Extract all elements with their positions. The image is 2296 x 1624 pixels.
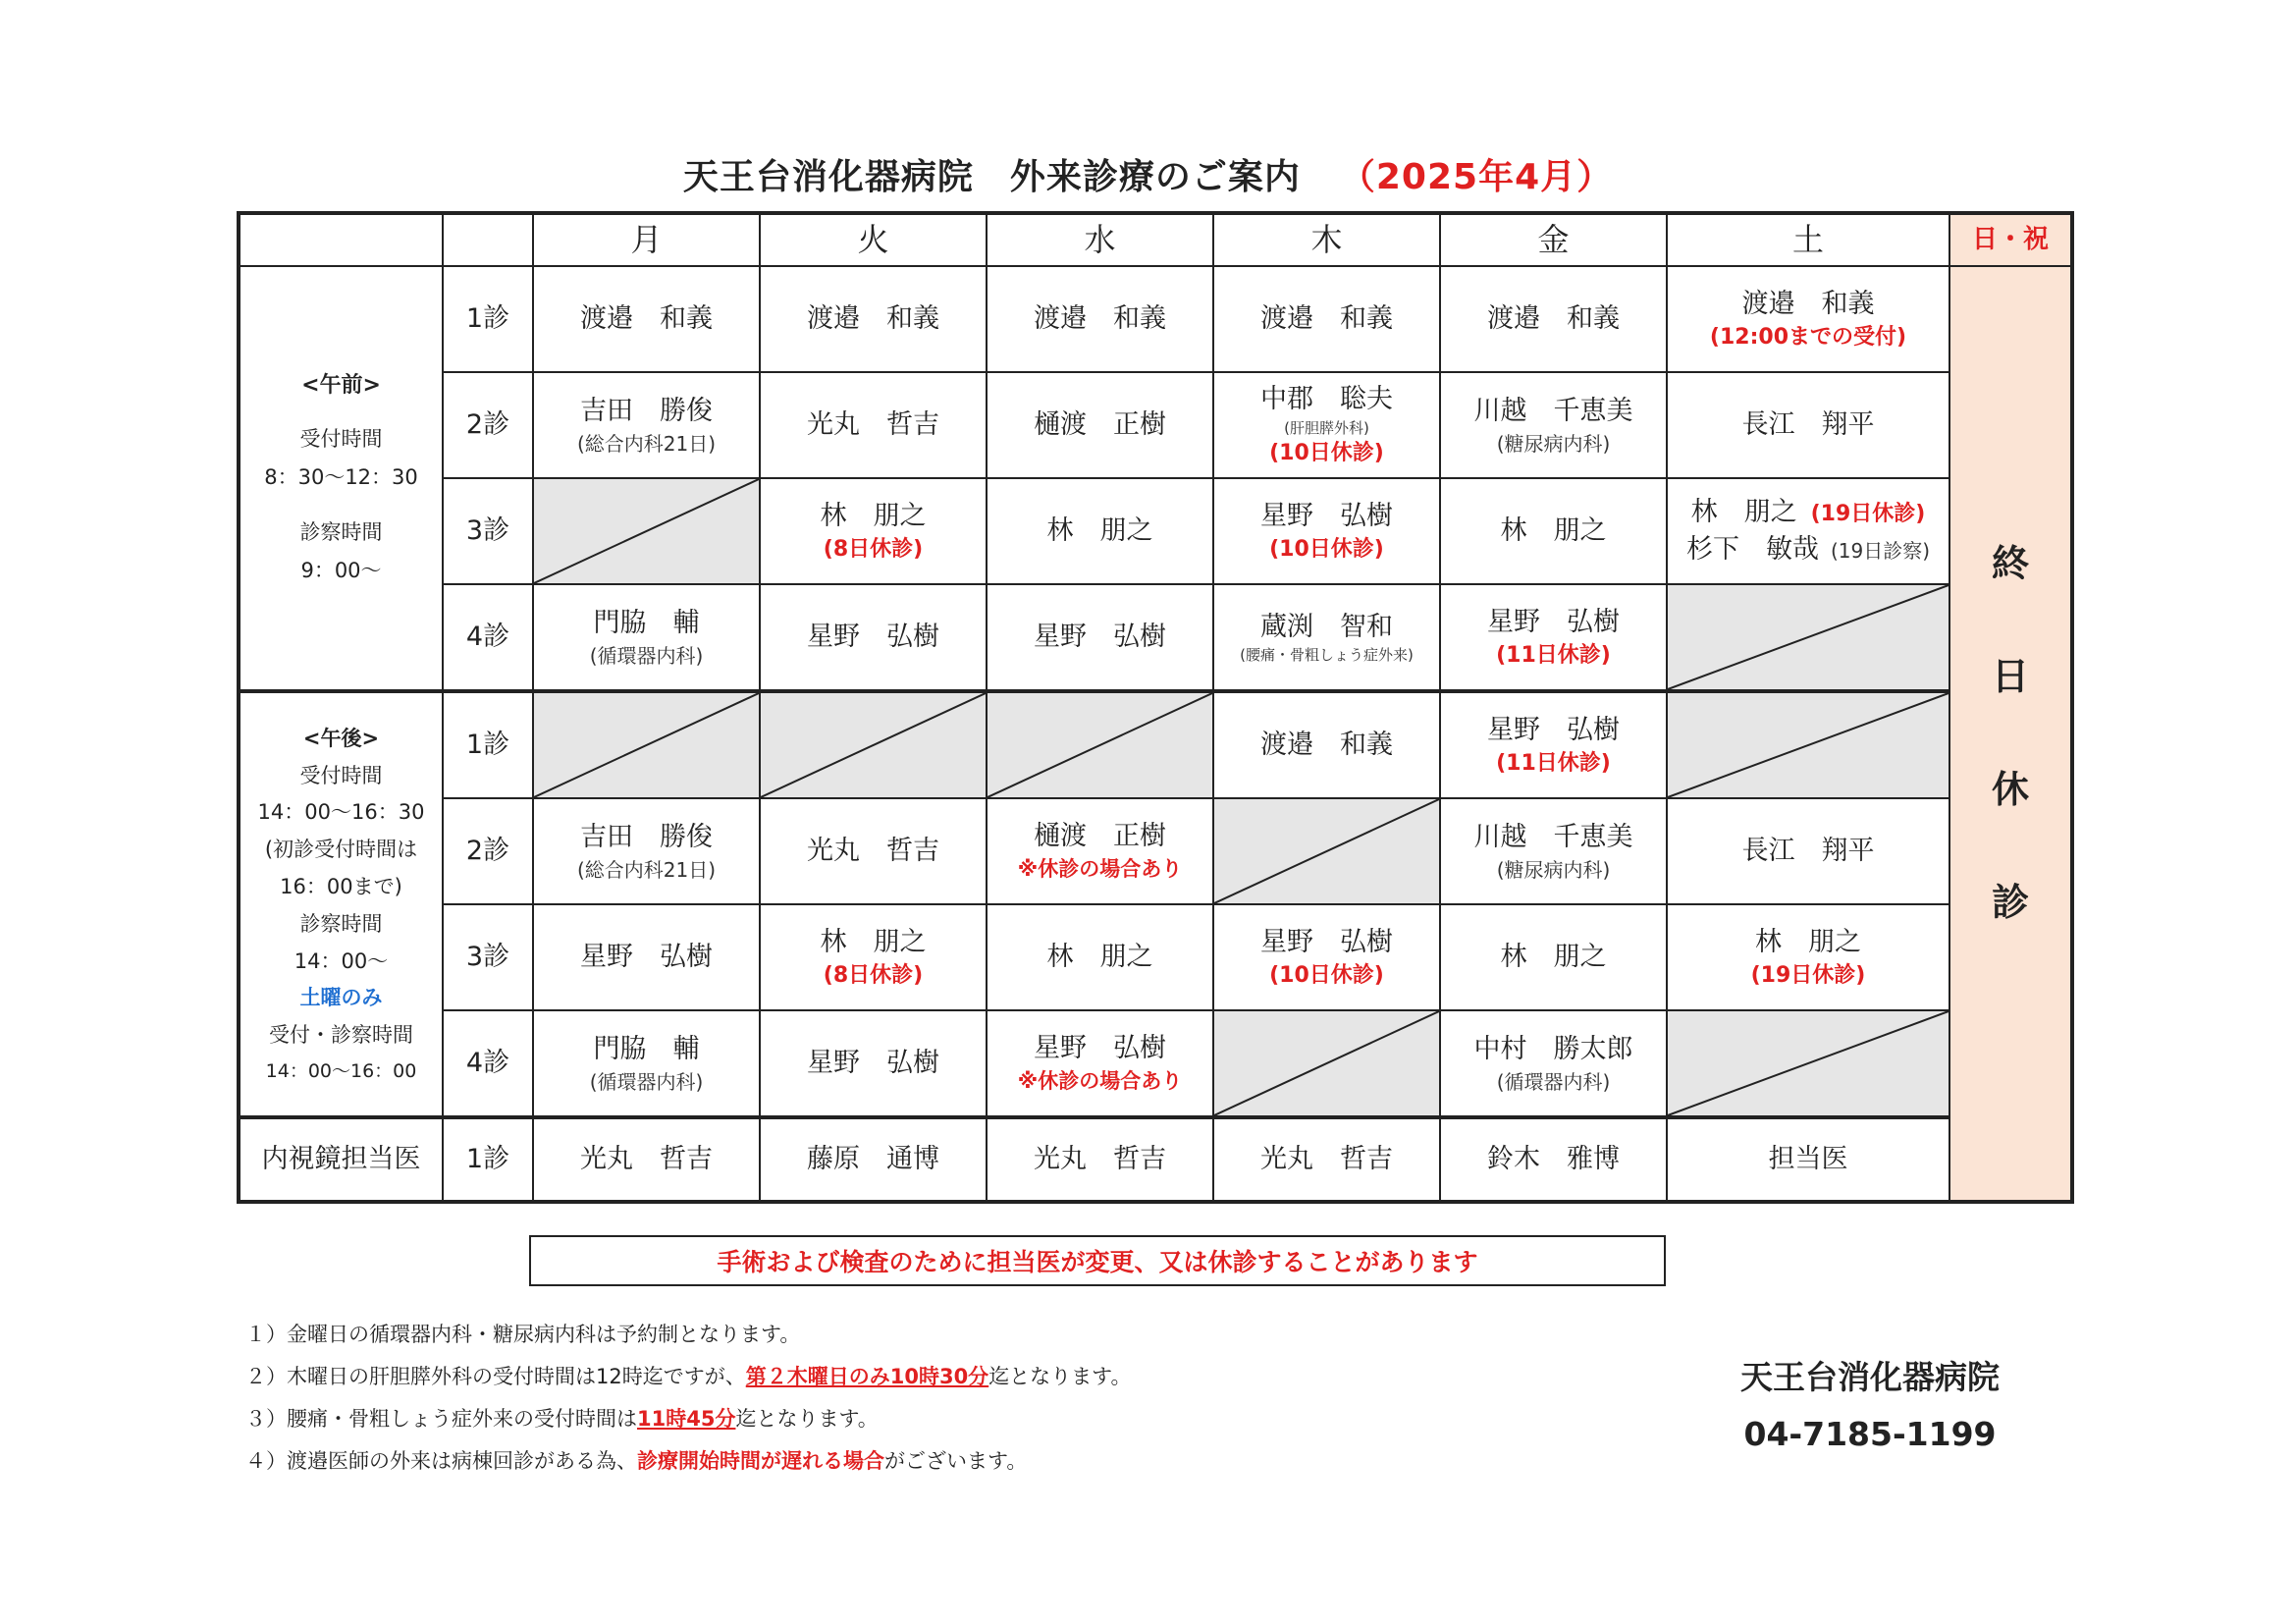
closure-note: (11日休診): [1496, 750, 1611, 776]
doctor-name: 渡邉 和義: [1487, 303, 1620, 335]
doctor-line: [1214, 727, 1439, 764]
note-1: [245, 1314, 1132, 1356]
schedule-cell-sat: [1667, 798, 1949, 904]
endoscopy-cell-tue: [760, 1117, 987, 1202]
closure-warning: ※休診の場合あり: [1017, 857, 1183, 882]
schedule-cell-mon: [533, 372, 760, 478]
schedule-cell-fri: [1440, 1010, 1667, 1117]
slot-label: 2診: [443, 372, 533, 478]
doctor-line: [1668, 833, 1949, 870]
doctor-line: [534, 939, 759, 976]
day-header-wed: 水: [987, 213, 1213, 266]
doctor-name: 星野 弘樹: [580, 942, 713, 973]
department-note: (総合内科21日): [576, 431, 717, 456]
day-header-tue: 火: [760, 213, 987, 266]
schedule-cell-tue: [760, 478, 987, 584]
doctor-line: [761, 498, 986, 535]
schedule-cell-mon: [533, 691, 760, 798]
am-hours-line: 8：30～12：30: [264, 464, 418, 489]
schedule-cell-mon: [533, 478, 760, 584]
slot-label: 2診: [443, 798, 533, 904]
schedule-cell-fri: [1440, 904, 1667, 1010]
note-4-tail: がございます。: [884, 1449, 1028, 1473]
department-note: (腰痛・骨粗しょう症外来): [1240, 646, 1414, 665]
closure-note: (10日休診): [1269, 536, 1384, 562]
doctor-line: [761, 406, 986, 444]
doctor-line: [761, 300, 986, 338]
doctor-name: 渡邉 和義: [1034, 303, 1166, 335]
doctor-line: [1441, 712, 1666, 749]
holiday-closed-char: 休: [1991, 768, 2029, 811]
slot-label: 3診: [443, 478, 533, 584]
closed-slash-icon: [1214, 1011, 1439, 1115]
schedule-cell-wed: [987, 798, 1213, 904]
am-row-2: [239, 372, 2072, 478]
closed-slash-icon: [1668, 585, 1949, 689]
pm-period-cell: [239, 691, 443, 1117]
endoscopy-cell-thu: [1213, 1117, 1440, 1202]
doctor-name: 渡邉 和義: [1741, 288, 1875, 319]
pm-hours-line: 14：00～: [294, 948, 389, 973]
doctor-name: 中郡 聡夫: [1260, 384, 1393, 415]
doctor-name: 光丸 哲吉: [807, 409, 939, 441]
endoscopy-row: [239, 1117, 2072, 1202]
visit-note: (19日診察): [1830, 539, 1931, 563]
slot-label: 1診: [443, 691, 533, 798]
schedule-cell-thu: [1213, 904, 1440, 1010]
note-4-text: ４）渡邉医師の外来は病棟回診がある為、: [245, 1449, 637, 1473]
schedule-cell-tue: [760, 372, 987, 478]
hospital-name: 天王台消化器病院: [1740, 1358, 2000, 1396]
header-blank: [239, 213, 443, 266]
closure-note: (19日休診): [1750, 962, 1866, 988]
doctor-name: 林 朋之: [820, 500, 927, 531]
note-2-highlight: 第２木曜日のみ10時30分: [745, 1365, 989, 1388]
doctor-line: [988, 1141, 1212, 1178]
doctor-line: [1441, 513, 1666, 550]
endoscopy-cell-mon: [533, 1117, 760, 1202]
doctor-line: [1668, 286, 1949, 323]
schedule-cell-tue: [760, 1010, 987, 1117]
department-note: (循環器内科): [589, 643, 704, 668]
doctor-line: [988, 300, 1212, 338]
doctor-line: [534, 819, 759, 856]
note-2-tail: 迄となります。: [988, 1365, 1132, 1388]
am-heading: <午前>: [301, 372, 381, 398]
am-hours: [240, 366, 442, 590]
note-1-text: １）金曜日の循環器内科・糖尿病内科は予約制となります。: [245, 1323, 801, 1346]
doctor-line: [1441, 1031, 1666, 1068]
doctor-line: [988, 619, 1212, 656]
doctor-line: [534, 300, 759, 338]
am-row-1: [239, 266, 2072, 372]
doctor-name: 星野 弘樹: [807, 622, 939, 653]
schedule-cell-sat: [1667, 372, 1949, 478]
doctor-name: 星野 弘樹: [1487, 714, 1620, 745]
schedule-cell-fri: [1440, 584, 1667, 691]
am-row-3: [239, 478, 2072, 584]
doctor-line: [761, 1045, 986, 1082]
slot-label: 1診: [443, 1117, 533, 1202]
schedule-cell-sat: [1667, 904, 1949, 1010]
doctor-line: [1668, 406, 1949, 444]
doctor-name: 星野 弘樹: [1034, 622, 1166, 653]
title-main: 天王台消化器病院 外来診療のご案内: [682, 157, 1301, 197]
closure-warning: ※休診の場合あり: [1017, 1069, 1183, 1094]
closure-note: (10日休診): [1269, 441, 1384, 465]
closure-note: (8日休診): [823, 536, 924, 562]
schedule-cell-thu: [1213, 798, 1440, 904]
doctor-line: [988, 1030, 1212, 1067]
doctor-name: 渡邉 和義: [1260, 730, 1393, 761]
doctor-line: [1214, 609, 1439, 646]
schedule-cell-wed: [987, 372, 1213, 478]
schedule-cell-tue: [760, 266, 987, 372]
title-month: （2025年4月）: [1339, 157, 1614, 197]
schedule-cell-thu: [1213, 691, 1440, 798]
doctor-name: 樋渡 正樹: [1034, 821, 1166, 852]
schedule-cell-fri: [1440, 266, 1667, 372]
doctor-name: 担当医: [1768, 1144, 1848, 1175]
doctor-line: [988, 513, 1212, 550]
pm-hours-line: 受付時間: [299, 763, 383, 787]
doctor-name: 林 朋之: [1755, 926, 1861, 957]
schedule-cell-wed: [987, 691, 1213, 798]
holiday-closed-char: 日: [1991, 654, 2029, 698]
doctor-name: 星野 弘樹: [1260, 926, 1393, 957]
doctor-name: 川越 千恵美: [1473, 396, 1633, 427]
closure-note: (19日休診): [1810, 502, 1926, 527]
doctor-name: 林 朋之: [1046, 942, 1153, 973]
endoscopy-label: 内視鏡担当医: [239, 1117, 443, 1202]
department-note: (循環器内科): [1496, 1069, 1611, 1094]
doctor-line: [1668, 1141, 1949, 1178]
day-header-fri: 金: [1440, 213, 1667, 266]
closed-slash-icon: [534, 479, 759, 583]
closure-note: (12:00までの受付): [1709, 324, 1907, 350]
doctor-name: 渡邉 和義: [580, 303, 713, 335]
closed-slash-icon: [761, 693, 986, 797]
doctor-name: 星野 弘樹: [1034, 1033, 1166, 1064]
schedule-cell-wed: [987, 266, 1213, 372]
note-3-tail: 迄となります。: [735, 1407, 879, 1431]
slot-label: 4診: [443, 584, 533, 691]
pm-hours: [240, 721, 442, 1088]
day-header-sat: 土: [1667, 213, 1949, 266]
am-hours-line: 診察時間: [299, 520, 383, 545]
doctor-name: 光丸 哲吉: [580, 1144, 713, 1175]
pm-hours-line: 14：00～16：00: [265, 1059, 417, 1082]
doctor-line: [1214, 1141, 1439, 1178]
schedule-table: [237, 211, 2074, 1204]
doctor-line: [988, 939, 1212, 976]
doctor-line: [761, 833, 986, 870]
pm-hours-line: 14：00～16：30: [257, 800, 425, 825]
doctor-line: [1441, 939, 1666, 976]
doctor-name: 光丸 哲吉: [1034, 1144, 1166, 1175]
doctor-name: 渡邉 和義: [807, 303, 939, 335]
department-note: (循環器内科): [589, 1069, 704, 1094]
schedule-cell-tue: [760, 584, 987, 691]
closed-slash-icon: [988, 693, 1212, 797]
schedule-cell-sat: [1667, 266, 1949, 372]
am-row-4: [239, 584, 2072, 691]
department-note: (糖尿病内科): [1496, 857, 1611, 882]
endoscopy-cell-sat: [1667, 1117, 1949, 1202]
schedule-cell-mon: [533, 1010, 760, 1117]
slot-label: 3診: [443, 904, 533, 1010]
saturday-only-label: 土曜のみ: [299, 986, 383, 1010]
note-3-highlight: 11時45分: [637, 1407, 736, 1431]
schedule-cell-mon: [533, 584, 760, 691]
doctor-line: [1214, 300, 1439, 338]
doctor-name: 藤原 通博: [807, 1144, 939, 1175]
schedule-cell-fri: [1440, 478, 1667, 584]
schedule-cell-wed: [987, 584, 1213, 691]
note-2-text: ２）木曜日の肝胆膵外科の受付時間は12時迄ですが、: [245, 1365, 746, 1388]
pm-row-2: [239, 798, 2072, 904]
doctor-line: [761, 924, 986, 961]
doctor-name: 門脇 輔: [593, 608, 700, 639]
doctor-line: [534, 393, 759, 430]
pm-row-4: [239, 1010, 2072, 1117]
doctor-line: [1668, 924, 1949, 961]
schedule-cell-fri: [1440, 798, 1667, 904]
schedule-cell-sat: [1667, 584, 1949, 691]
doctor-line: [534, 1141, 759, 1178]
pm-hours-line: 受付・診察時間: [269, 1023, 413, 1048]
department-note: (総合内科21日): [576, 857, 717, 882]
doctor-line: [534, 605, 759, 642]
hospital-phone[interactable]: 04-7185-1199: [1743, 1415, 1997, 1453]
doctor-line: [1441, 819, 1666, 856]
closed-slash-icon: [1668, 1011, 1949, 1115]
doctor-name: 林 朋之: [1500, 515, 1607, 547]
doctor-name: 林 朋之: [820, 926, 927, 957]
schedule-cell-thu: [1213, 266, 1440, 372]
note-3-text: ３）腰痛・骨粗しょう症外来の受付時間は: [245, 1407, 637, 1431]
holiday-closed-char: 診: [1991, 881, 2029, 925]
am-hours-line: 受付時間: [299, 426, 383, 451]
closed-slash-icon: [1668, 693, 1949, 797]
department-note: (肝胆膵外科): [1284, 419, 1369, 437]
schedule-cell-mon: [533, 798, 760, 904]
change-notice: 手術および検査のために担当医が変更、又は休診することがあります: [529, 1235, 1666, 1286]
schedule-cell-wed: [987, 904, 1213, 1010]
doctor-name: 中村 勝太郎: [1473, 1034, 1633, 1065]
schedule-cell-thu: [1213, 372, 1440, 478]
doctor-name: 長江 翔平: [1741, 836, 1875, 867]
schedule-cell-fri: [1440, 691, 1667, 798]
holiday-closed-cell: [1949, 266, 2072, 1202]
closure-note: (11日休診): [1496, 642, 1611, 668]
schedule-cell-thu: [1213, 1010, 1440, 1117]
doctor-line: [1214, 924, 1439, 961]
schedule-cell-tue: [760, 798, 987, 904]
schedule-cell-wed: [987, 1010, 1213, 1117]
note-4: [245, 1440, 1132, 1483]
schedule-cell-wed: [987, 478, 1213, 584]
doctor-name: 樋渡 正樹: [1034, 409, 1166, 441]
doctor-name: 鈴木 雅博: [1487, 1144, 1620, 1175]
department-note: (糖尿病内科): [1496, 431, 1611, 456]
doctor-name: 星野 弘樹: [1260, 500, 1393, 531]
doctor-name: 星野 弘樹: [807, 1048, 939, 1079]
pm-hours-line: 16：00まで): [280, 875, 402, 898]
doctor-line: [1214, 381, 1439, 418]
header-slot-blank: [443, 213, 533, 266]
doctor-line: [1668, 494, 1949, 531]
pm-hours-line: (初診受付時間は: [264, 838, 418, 862]
pm-heading: <午後>: [302, 726, 380, 750]
doctor-line: [1441, 1141, 1666, 1178]
doctor-name: 光丸 哲吉: [807, 836, 939, 867]
closed-slash-icon: [534, 693, 759, 797]
doctor-name: 林 朋之: [1500, 942, 1607, 973]
endoscopy-cell-wed: [987, 1117, 1213, 1202]
page-title: [0, 149, 2296, 199]
doctor-line: [1441, 604, 1666, 641]
notes-list: [245, 1314, 1132, 1483]
doctor-name: 渡邉 和義: [1260, 303, 1393, 335]
closure-note: (8日休診): [823, 962, 924, 988]
doctor-line: [761, 1141, 986, 1178]
closed-slash-icon: [1214, 799, 1439, 903]
doctor-name: 光丸 哲吉: [1260, 1144, 1393, 1175]
schedule-cell-fri: [1440, 372, 1667, 478]
doctor-name: 吉田 勝俊: [580, 396, 713, 427]
doctor-name-2: 杉下 敏哉: [1685, 534, 1819, 565]
doctor-line: [988, 818, 1212, 855]
schedule-cell-mon: [533, 266, 760, 372]
schedule-cell-mon: [533, 904, 760, 1010]
am-period-cell: [239, 266, 443, 691]
closure-note: (10日休診): [1269, 962, 1384, 988]
doctor-line-2: [1668, 531, 1949, 568]
doctor-name: 吉田 勝俊: [580, 822, 713, 853]
day-header-holiday: 日・祝: [1949, 213, 2072, 266]
schedule-cell-sat: [1667, 691, 1949, 798]
schedule-cell-sat: [1667, 1010, 1949, 1117]
schedule-cell-thu: [1213, 584, 1440, 691]
am-hours-line: [240, 496, 442, 514]
pm-row-1: [239, 691, 2072, 798]
hospital-info: [1669, 1349, 2071, 1463]
doctor-line: [534, 1031, 759, 1068]
day-header-thu: 木: [1213, 213, 1440, 266]
pm-hours-line: 診察時間: [299, 911, 383, 936]
note-4-highlight: 診療開始時間が遅れる場合: [637, 1449, 884, 1473]
note-3: [245, 1398, 1132, 1440]
doctor-name: 門脇 輔: [593, 1034, 700, 1065]
slot-label: 1診: [443, 266, 533, 372]
doctor-name: 林 朋之: [1046, 515, 1153, 547]
schedule-cell-sat: [1667, 478, 1949, 584]
doctor-name: 川越 千恵美: [1473, 822, 1633, 853]
doctor-name: 蔵渕 智和: [1260, 611, 1393, 642]
doctor-name: 林 朋之: [1690, 497, 1797, 528]
schedule-cell-tue: [760, 691, 987, 798]
doctor-line: [1441, 300, 1666, 338]
schedule-cell-thu: [1213, 478, 1440, 584]
am-hours-line: 9：00～: [300, 559, 382, 583]
holiday-closed-text: [1950, 538, 2070, 930]
pm-row-3: [239, 904, 2072, 1010]
doctor-line: [1441, 393, 1666, 430]
holiday-closed-char: 終: [1991, 541, 2029, 585]
doctor-name: 星野 弘樹: [1487, 606, 1620, 637]
doctor-line: [988, 406, 1212, 444]
doctor-line: [761, 619, 986, 656]
endoscopy-cell-fri: [1440, 1117, 1667, 1202]
day-header-mon: 月: [533, 213, 760, 266]
slot-label: 4診: [443, 1010, 533, 1117]
doctor-line: [1214, 498, 1439, 535]
doctor-name: 長江 翔平: [1741, 409, 1875, 441]
schedule-cell-tue: [760, 904, 987, 1010]
note-2: [245, 1356, 1132, 1398]
